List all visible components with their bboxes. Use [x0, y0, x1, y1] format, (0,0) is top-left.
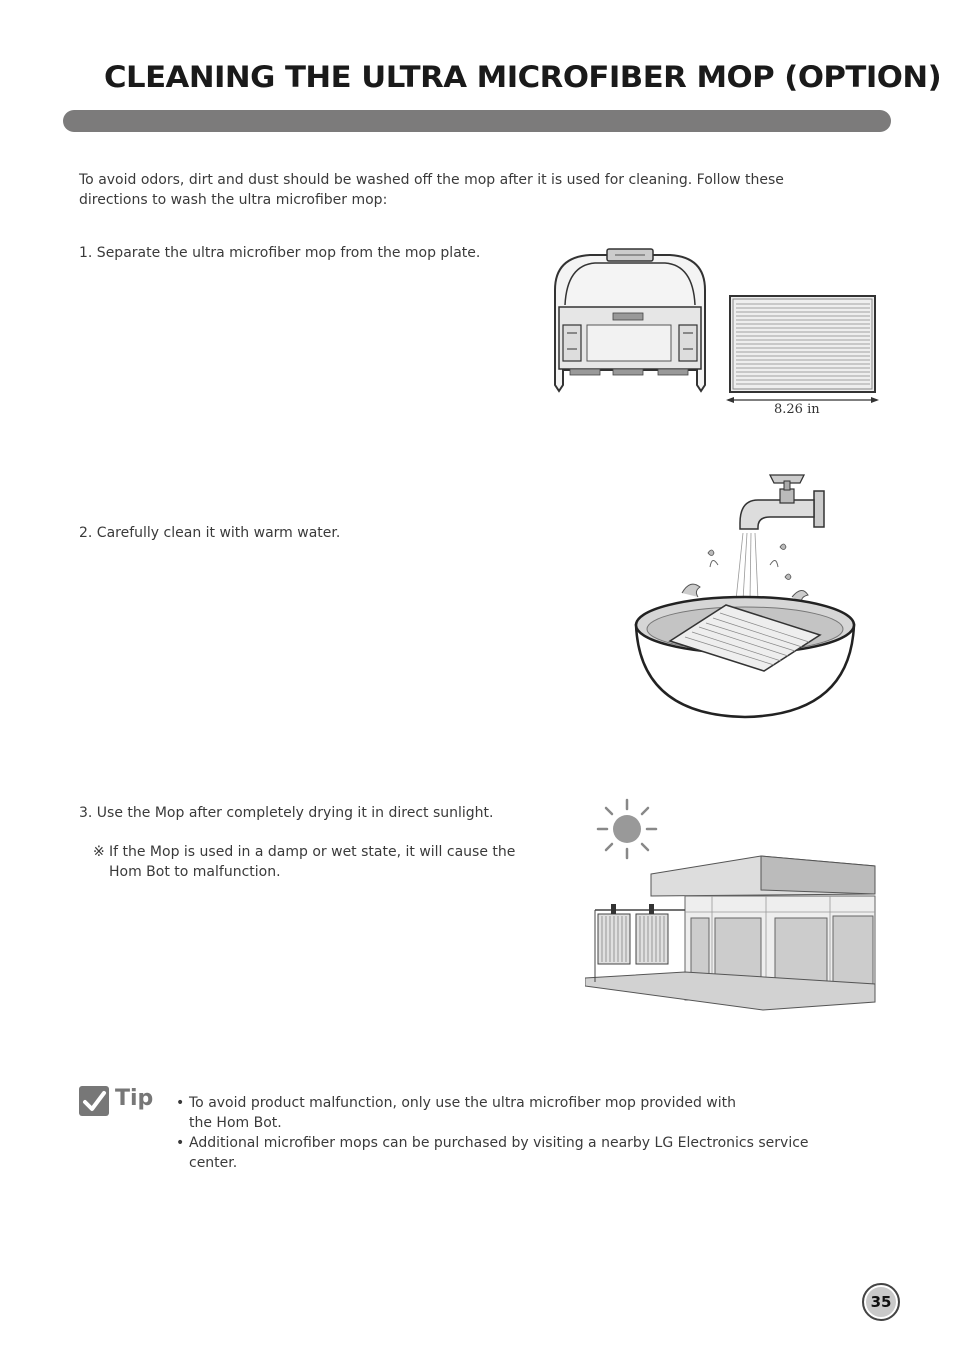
tip-label: Tip: [115, 1086, 154, 1111]
microfiber-mop-illustration: [722, 290, 882, 410]
note-line-1: If the Mop is used in a damp or wet state, it will cause the: [109, 844, 516, 860]
malfunction-note: [93, 842, 543, 882]
note-symbol: ※: [93, 844, 105, 860]
step-2-text: 2. Carefully clean it with warm water.: [79, 525, 341, 541]
drying-rack-building-illustration: [585, 852, 877, 1012]
note-line-2: Hom Bot to malfunction.: [109, 864, 281, 880]
faucet-and-bowl-illustration: [630, 465, 860, 725]
title-underline-bar: [63, 110, 891, 132]
intro-paragraph: To avoid odors, dirt and dust should be washed off the mop after it is used for cleaning. Follow these directions to wash the ultra microfiber mop:: [79, 172, 784, 208]
page-number: 35: [862, 1283, 900, 1321]
page-title: CLEANING THE ULTRA MICROFIBER MOP (OPTION): [104, 60, 942, 94]
tip-item: [176, 1133, 866, 1173]
tip-item-1-line-1: To avoid product malfunction, only use the ultra microfiber mop provided with: [189, 1095, 737, 1111]
step-1-text: 1. Separate the ultra microfiber mop from the mop plate.: [79, 245, 481, 261]
tip-bullet: •: [176, 1095, 185, 1111]
tip-bullet: •: [176, 1135, 185, 1151]
sun-icon: [596, 798, 658, 860]
tip-item-2-line-1: Additional microfiber mops can be purchased by visiting a nearby LG Electronics service: [189, 1135, 809, 1151]
tip-item-1-line-2: the Hom Bot.: [189, 1115, 282, 1131]
tip-list: [176, 1093, 866, 1173]
tip-item: [176, 1093, 866, 1133]
step-3-text: 3. Use the Mop after completely drying it in direct sunlight.: [79, 805, 494, 821]
tip-check-icon: [79, 1086, 109, 1116]
tip-item-2-line-2: center.: [189, 1155, 238, 1171]
mop-width-label: 8.26 in: [774, 402, 820, 417]
mop-plate-illustration: [545, 245, 715, 395]
